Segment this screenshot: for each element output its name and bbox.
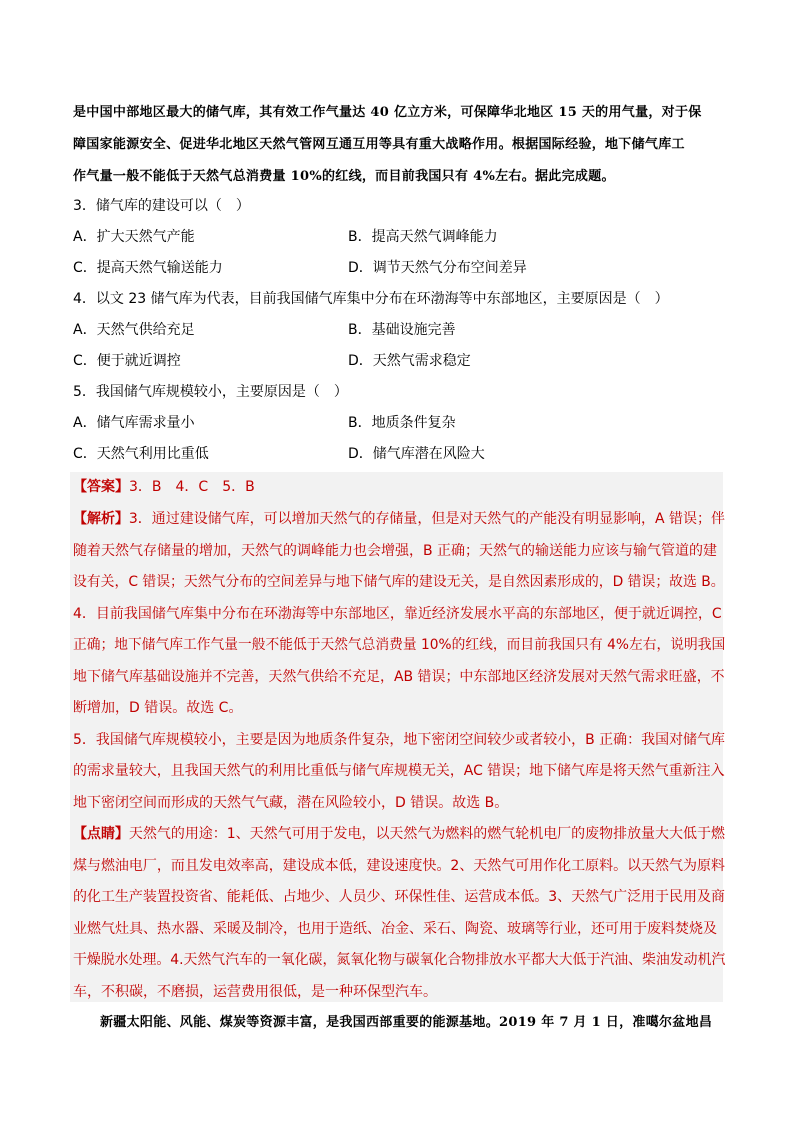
intro-line: 作气量一般不能低于天然气总消费量 10%的红线，而目前我国只有 4%左右。据此完成题。 [73,169,615,184]
tip-line: 业燃气灶具、热水器、采暖及制冷，也用于造纸、冶金、采石、陶瓷、玻璃等行业，还可用于废料焚烧及 [73,920,717,937]
q3-option-a: A．扩大天然气产能 [73,229,195,245]
q4-option-d: D．天然气需求稳定 [348,353,471,369]
tip-line: 车，不积碳，不磨损，运营费用很低，是一种环保型汽车。 [73,983,437,1000]
answer-tag: 【答案】 [73,479,129,495]
analysis-section [73,504,726,819]
q3-option-d: D．调节天然气分布空间差异 [348,260,527,276]
next-passage-line: 新疆太阳能、风能、煤炭等资源丰富，是我国西部重要的能源基地。2019 年 7 月 1 日，准噶尔盆地昌 [100,1015,713,1030]
tip-tag: 【点睛】 [73,826,129,842]
answer-line [73,472,723,504]
question-3-stem: 3．储气库的建设可以（ ） [73,198,250,214]
q5-option-d: D．储气库潜在风险大 [348,446,485,462]
intro-passage [73,97,723,193]
q5-option-b: B．地质条件复杂 [348,415,456,431]
intro-line: 是中国中部地区最大的储气库，其有效工作气量达 40 亿立方米，可保障华北地区 15 天的用气量，对于保 [73,105,702,120]
q5-option-a: A．储气库需求量小 [73,415,195,431]
analysis-line: 断增加，D 错误。故选 C。 [73,700,243,716]
analysis-line: 随着天然气存储量的增加，天然气的调峰能力也会增强，B 正确；天然气的输送能力应该与输气管道的建 [73,542,718,559]
analysis-line: 设有关，C 错误；天然气分布的空间差异与地下储气库的建设无关，是自然因素形成的，D 错误；故选 B。 [73,574,725,590]
analysis-line: 【解析】3．通过建设储气库，可以增加天然气的存储量，但是对天然气的产能没有明显影响，A 错误；伴 [73,511,725,527]
answer-text: 3．B 4．C 5．B [129,479,255,495]
analysis-line: 的需求量较大，且我国天然气的利用比重低与储气库规模无关，AC 错误；地下储气库是将天然气重新注入 [73,763,725,779]
question-4-stem: 4．以文 23 储气库为代表，目前我国储气库集中分布在环渤海等中东部地区，主要原因是（ ） [73,291,669,307]
q4-option-a: A．天然气供给充足 [73,322,195,338]
intro-line: 障国家能源安全、促进华北地区天然气管网互通互用等具有重大战略作用。根据国际经验，地下储气库工 [73,137,685,152]
q3-option-c: C．提高天然气输送能力 [73,260,223,276]
q4-option-c: C．便于就近调控 [73,353,181,369]
analysis-line: 地下储气库基础设施并不完善，天然气供给不充足，AB 错误；中东部地区经济发展对天然气需求旺盛，不 [73,668,725,685]
tip-line: 煤与燃油电厂，而且发电效率高，建设成本低，建设速度快。2、天然气可用作化工原料。以天然气为原料 [73,857,725,874]
analysis-line: 正确；地下储气库工作气量一般不能低于天然气总消费量 10%的红线，而目前我国只有 4%左右，说明我国 [73,637,726,653]
analysis-tag: 【解析】 [73,511,129,527]
tip-section [73,819,726,1008]
question-5-stem: 5．我国储气库规模较小，主要原因是（ ） [73,384,348,400]
answer-section [73,472,723,504]
analysis-line: 5．我国储气库规模较小，主要是因为地质条件复杂，地下密闭空间较少或者较小，B 正确：我国对储气库 [73,731,725,748]
tip-line: 干燥脱水处理。4.天然气汽车的一氧化碳，氮氧化物与碳氧化合物排放水平都大大低于汽油、柴油发动机汽 [73,952,726,968]
q3-option-b: B．提高天然气调峰能力 [348,229,498,245]
tip-line: 【点睛】天然气的用途：1、天然气可用于发电，以天然气为燃料的燃气轮机电厂的废物排放量大大低于燃 [73,826,725,842]
analysis-line: 地下密闭空间而形成的天然气气藏，潜在风险较小，D 错误。故选 B。 [73,794,509,811]
tip-line: 的化工生产装置投资省、能耗低、占地少、人员少、环保性佳、运营成本低。3、天然气广泛用于民用及商 [73,889,725,905]
analysis-line: 4．目前我国储气库集中分布在环渤海等中东部地区，靠近经济发展水平高的东部地区，便于就近调控，C [73,605,722,622]
q4-option-b: B．基础设施完善 [348,322,456,338]
q5-option-c: C．天然气利用比重低 [73,446,209,462]
